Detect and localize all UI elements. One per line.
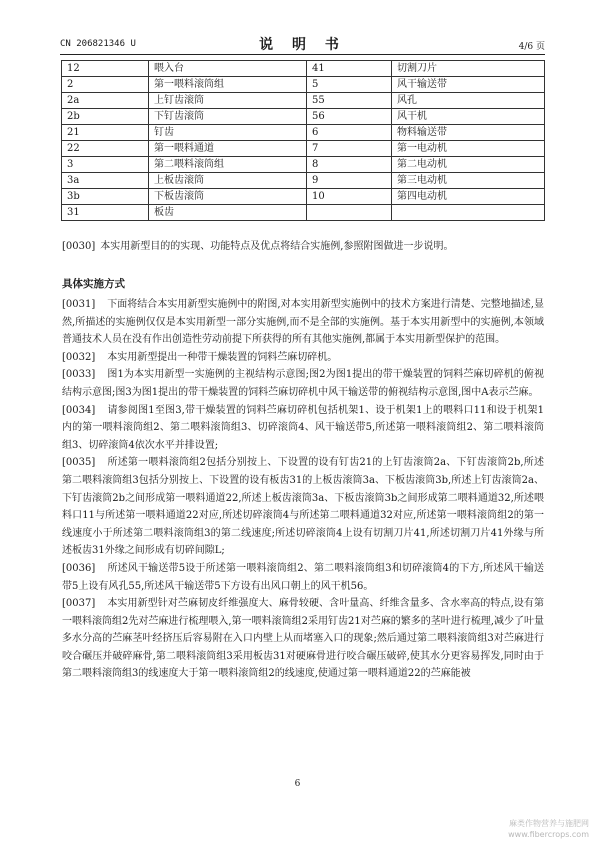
paragraph xyxy=(62,560,544,595)
table-cell: 下板齿滚筒 xyxy=(149,189,307,205)
table-cell: 41 xyxy=(307,61,392,77)
table-cell: 9 xyxy=(307,173,392,189)
table-cell xyxy=(392,205,545,221)
table-cell: 上钉齿滚筒 xyxy=(149,93,307,109)
watermark-url: www.fibercrops.com xyxy=(508,830,589,839)
section-heading: 具体实施方式 xyxy=(62,278,125,290)
table-cell: 上板齿滚筒 xyxy=(149,173,307,189)
table-row xyxy=(62,77,545,93)
paragraph-text: 下面将结合本实用新型实施例中的附图,对本实用新型实施例中的技术方案进行清楚、完整地描述,显然,所描述的实施例仅仅是本实用新型一部分实施例,而不是全部的实施例。基于本实用新型中的实施例,本领域普通技术人员在没有作出创造性劳动前提下所获得的所有其他实施例,都属于本实用新型保护的范围。 xyxy=(62,299,544,346)
table-row xyxy=(62,173,545,189)
watermark-title: 麻类作物营养与施肥网 xyxy=(509,819,589,828)
paragraph-text: 所述风干输送带5设于所述第一喂料滚筒组2、第二喂料滚筒组3和切碎滚筒4的下方,所述风干输送带5上设有风孔55,所述风干输送带5下方设有出风口朝上的风干机56。 xyxy=(62,562,544,592)
table-cell: 22 xyxy=(62,141,149,157)
paragraph-tag: [0030] xyxy=(62,241,96,252)
paragraph-text: 本实用新型针对苎麻韧皮纤维强度大、麻骨较硬、含叶量高、纤维含量多、含水率高的特点,设有第一喂料滚筒组2先对苎麻进行梳理喂入,第一喂料滚筒组2采用钉齿21对苎麻的繁多的茎叶进行梳理,减少了叶量多水分高的苎麻茎叶经挤压后容易附在入口内壁上从而堵塞入口的现象;然后通过第二喂料滚筒组3对苎麻进行咬合碾压并破碎麻骨,第二喂料滚筒组3采用板齿31对硬麻骨进行咬合碾压破碎,使其水分更容易挥发,同时由于第二喂料滚筒组3的线速度大于第一喂料滚筒组2的线速度,使通过第一喂料通道22的苎麻能被 xyxy=(62,598,544,680)
table-cell: 第三电动机 xyxy=(392,173,545,189)
embodiment-paragraphs xyxy=(62,296,544,683)
table-cell: 风干输送带 xyxy=(392,77,545,93)
table-cell: 2b xyxy=(62,109,149,125)
table-cell: 3b xyxy=(62,189,149,205)
intro-paragraph xyxy=(62,238,544,256)
table-row xyxy=(62,189,545,205)
table-cell: 板齿 xyxy=(149,205,307,221)
page-number: 6 xyxy=(294,779,301,789)
paragraph-tag: [0037] xyxy=(62,598,96,610)
paragraph xyxy=(62,366,544,401)
paragraph xyxy=(62,454,544,560)
paragraph xyxy=(62,349,544,367)
table-cell: 第一喂料滚筒组 xyxy=(149,77,307,93)
table-cell: 切割刀片 xyxy=(392,61,545,77)
table-cell: 56 xyxy=(307,109,392,125)
paragraph-tag: [0034] xyxy=(62,404,96,416)
table-cell: 7 xyxy=(307,141,392,157)
paragraph-text: 本实用新型提出一种带干燥装置的饲料苎麻切碎机。 xyxy=(107,351,338,363)
paragraph-tag: [0031] xyxy=(62,299,96,310)
table-cell: 钉齿 xyxy=(149,125,307,141)
table-cell: 3 xyxy=(62,157,149,173)
table-cell: 2 xyxy=(62,77,149,93)
table-row xyxy=(62,205,545,221)
table-cell: 物料输送带 xyxy=(392,125,545,141)
table-row xyxy=(62,109,545,125)
table-cell xyxy=(307,205,392,221)
table-cell: 下钉齿滚筒 xyxy=(149,109,307,125)
table-cell: 第二喂料滚筒组 xyxy=(149,157,307,173)
paragraph-text: 请参阅图1至图3,带干燥装置的饲料苎麻切碎机包括机架1、设于机架1上的喂料口11和设于机架1内的第一喂料滚筒组2、第二喂料滚筒组3、切碎滚筒4、风干输送带5,所述第一喂料滚筒组2、第二喂料滚筒组3、切碎滚筒4依次水平并排设置; xyxy=(62,404,544,451)
table-cell: 6 xyxy=(307,125,392,141)
header-rule xyxy=(60,54,545,55)
paragraph-text: 图1为本实用新型一实施例的主视结构示意图;图2为图1提出的带干燥装置的饲料苎麻切碎机的俯视结构示意图;图3为图1提出的带干燥装置的饲料苎麻切碎机中风干输送带的俯视结构示意图,图中A表示苎麻。 xyxy=(62,369,544,398)
table-cell: 第四电动机 xyxy=(392,189,545,205)
paragraph-tag: [0033] xyxy=(62,369,96,381)
document-title: 说 明 书 xyxy=(259,37,346,53)
table-cell: 55 xyxy=(307,93,392,109)
parts-table xyxy=(61,60,545,221)
paragraph-tag: [0036] xyxy=(62,562,96,574)
table-cell: 风孔 xyxy=(392,93,545,109)
table-row xyxy=(62,125,545,141)
table-row xyxy=(62,61,545,77)
table-cell: 21 xyxy=(62,125,149,141)
table-cell: 第一电动机 xyxy=(392,141,545,157)
document-number: CN 206821346 U xyxy=(60,39,136,49)
page-header xyxy=(60,30,545,52)
table-cell: 8 xyxy=(307,157,392,173)
table-row xyxy=(62,141,545,157)
table-cell: 10 xyxy=(307,189,392,205)
watermark xyxy=(508,818,589,840)
paragraph xyxy=(62,595,544,683)
paragraph xyxy=(62,402,544,455)
table-row xyxy=(62,93,545,109)
paragraph-text: 本实用新型目的的实现、功能特点及优点将结合实施例,参照附图做进一步说明。 xyxy=(100,241,454,252)
table-cell: 31 xyxy=(62,205,149,221)
table-cell: 2a xyxy=(62,93,149,109)
table-row xyxy=(62,157,545,173)
table-cell: 第二电动机 xyxy=(392,157,545,173)
table-cell: 3a xyxy=(62,173,149,189)
page-label: 4/6 页 xyxy=(518,42,545,52)
table-cell: 喂入台 xyxy=(149,61,307,77)
paragraph-tag: [0035] xyxy=(62,457,96,469)
paragraph-text: 所述第一喂料滚筒组2包括分别按上、下设置的设有钉齿21的上钉齿滚筒2a、下钉齿滚筒2b,所述第二喂料滚筒组3包括分别按上、下设置的设有板齿31的上板齿滚筒3a、下板齿滚筒3b,所述上钉齿滚筒2a、下钉齿滚筒2b之间形成第一喂料通道22,所述上板齿滚筒3a、下板齿滚筒3b之间形成第二喂料通道32,所述喂料口11与所述第一喂料通道22对应,所述切碎滚筒4与所述第二喂料通道32对应,所述第一喂料滚筒组2的第一线速度小于所述第二喂料滚筒组3的第二线速度;所述切碎滚筒4上设有切割刀片41,所述切割刀片41外缘与所述板齿31外缘之间形成有切碎间隙L; xyxy=(62,457,544,557)
paragraph xyxy=(62,296,544,349)
parts-table-body xyxy=(62,61,545,221)
table-cell: 风干机 xyxy=(392,109,545,125)
table-cell: 5 xyxy=(307,77,392,93)
paragraph-tag: [0032] xyxy=(62,351,96,363)
table-cell: 第一喂料通道 xyxy=(149,141,307,157)
table-cell: 12 xyxy=(62,61,149,77)
